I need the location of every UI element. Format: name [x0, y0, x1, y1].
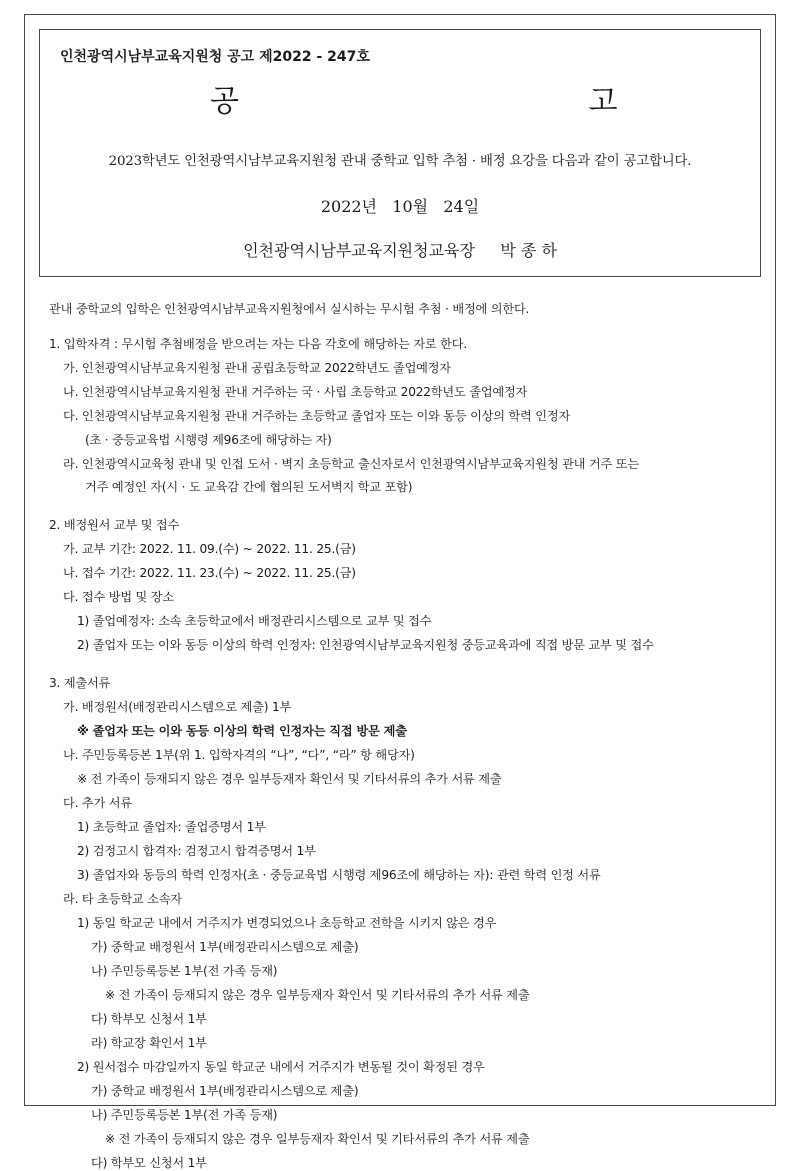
sub-sub-list-item: 가) 중학교 배정원서 1부(배정관리시스템으로 제출) — [91, 940, 359, 954]
list-item: 가. 인천광역시남부교육지원청 관내 공립초등학교 2022학년도 졸업예정자 — [63, 361, 451, 375]
sub-list-item: 1) 초등학교 졸업자: 졸업증명서 1부 — [77, 820, 266, 834]
sub-sub-list-item: 가) 중학교 배정원서 1부(배정관리시스템으로 제출) — [91, 1084, 359, 1098]
sub-sub-list-item: 나) 주민등록등본 1부(전 가족 등재) — [91, 964, 278, 978]
sub-sub-list-item: 다) 학부모 신청서 1부 — [91, 1156, 207, 1170]
list-item: 가. 배정원서(배정관리시스템으로 제출) 1부 — [63, 700, 292, 714]
list-item: 나. 접수 기간: 2022. 11. 23.(수) ~ 2022. 11. 25.(금) — [63, 566, 356, 580]
notice-page — [24, 14, 788, 1170]
list-item: 가. 교부 기간: 2022. 11. 09.(수) ~ 2022. 11. 25.(금) — [63, 542, 356, 556]
sub-list-item: 1) 동일 학교군 내에서 거주지가 변경되었으나 초등학교 전학을 시키지 않은 경우 — [77, 916, 497, 930]
sub-sub-list-item: 나) 주민등록등본 1부(전 가족 등재) — [91, 1108, 278, 1122]
intro-text: 관내 중학교의 입학은 인천광역시남부교육지원청에서 실시하는 무시험 추첨 · 배정에 의한다. — [49, 302, 530, 316]
sub-list-item: 3) 졸업자와 동등의 학력 인정자(초 · 중등교육법 시행령 제96조에 해당하는 자): 관련 학력 인정 서류 — [77, 868, 601, 882]
note-text: ※ 전 가족이 등재되지 않은 경우 일부등재자 확인서 및 기타서류의 추가 서류 제출 — [77, 772, 502, 786]
notice-date: 2022년 10월 24일 — [320, 197, 480, 216]
notice-header-box — [39, 29, 788, 277]
notice-lead-text: 2023학년도 인천광역시남부교육지원청 관내 중학교 입학 추첨 · 배정 요강을 다음과 같이 공고합니다. — [108, 154, 692, 169]
sub-list-item: 1) 졸업예정자: 소속 초등학교에서 배정관리시스템으로 교부 및 접수 — [77, 614, 432, 628]
notice-title: 공 고 — [210, 84, 788, 119]
notice-number: 인천광역시남부교육지원청 공고 제2022 - 247호 — [60, 49, 370, 65]
list-item: 다. 접수 방법 및 장소 — [63, 590, 174, 604]
list-item: 라. 인천광역시교육청 관내 및 인접 도서 · 벽지 초등학교 출신자로서 인천광역시남부교육지원청 관내 거주 또는 — [63, 457, 639, 471]
notice-signature: 인천광역시남부교육지원청교육장 박 종 하 — [243, 241, 557, 260]
list-item-continued: 거주 예정인 자(시 · 도 교육감 간에 협의된 도서벽지 학교 포함) — [85, 480, 413, 494]
note-text: ※ 전 가족이 등재되지 않은 경우 일부등재자 확인서 및 기타서류의 추가 서류 제출 — [105, 988, 530, 1002]
list-item: 다. 인천광역시남부교육지원청 관내 거주하는 초등학교 졸업자 또는 이와 동등 이상의 학력 인정자 — [63, 409, 571, 423]
list-item: 나. 인천광역시남부교육지원청 관내 거주하는 국 · 사립 초등학교 2022학년도 졸업예정자 — [63, 385, 528, 399]
section-heading: 3. 제출서류 — [49, 676, 111, 690]
list-item-continued: (초 · 중등교육법 시행령 제96조에 해당하는 자) — [85, 433, 332, 447]
list-item: 라. 타 초등학교 소속자 — [63, 892, 182, 906]
note-text: ※ 전 가족이 등재되지 않은 경우 일부등재자 확인서 및 기타서류의 추가 서류 제출 — [105, 1132, 530, 1146]
list-item: 다. 추가 서류 — [63, 796, 132, 810]
note-text: ※ 졸업자 또는 이와 동등 이상의 학력 인정자는 직접 방문 제출 — [77, 724, 407, 738]
sub-list-item: 2) 검정고시 합격자: 검정고시 합격증명서 1부 — [77, 844, 316, 858]
sub-list-item: 2) 졸업자 또는 이와 동등 이상의 학력 인정자: 인천광역시남부교육지원청 중등교육과에 직접 방문 교부 및 접수 — [77, 638, 654, 652]
sub-sub-list-item: 다) 학부모 신청서 1부 — [91, 1012, 207, 1026]
list-item: 나. 주민등록등본 1부(위 1. 입학자격의 “나”, “다”, “라” 항 해당자) — [63, 748, 415, 762]
sub-list-item: 2) 원서접수 마감일까지 동일 학교군 내에서 거주지가 변동될 것이 확정된 경우 — [77, 1060, 485, 1074]
section-heading: 2. 배정원서 교부 및 접수 — [49, 518, 180, 532]
section-heading: 1. 입학자격 : 무시험 추첨배정을 받으려는 자는 다음 각호에 해당하는 자로 한다. — [49, 337, 467, 351]
sub-sub-list-item: 라) 학교장 확인서 1부 — [91, 1036, 207, 1050]
